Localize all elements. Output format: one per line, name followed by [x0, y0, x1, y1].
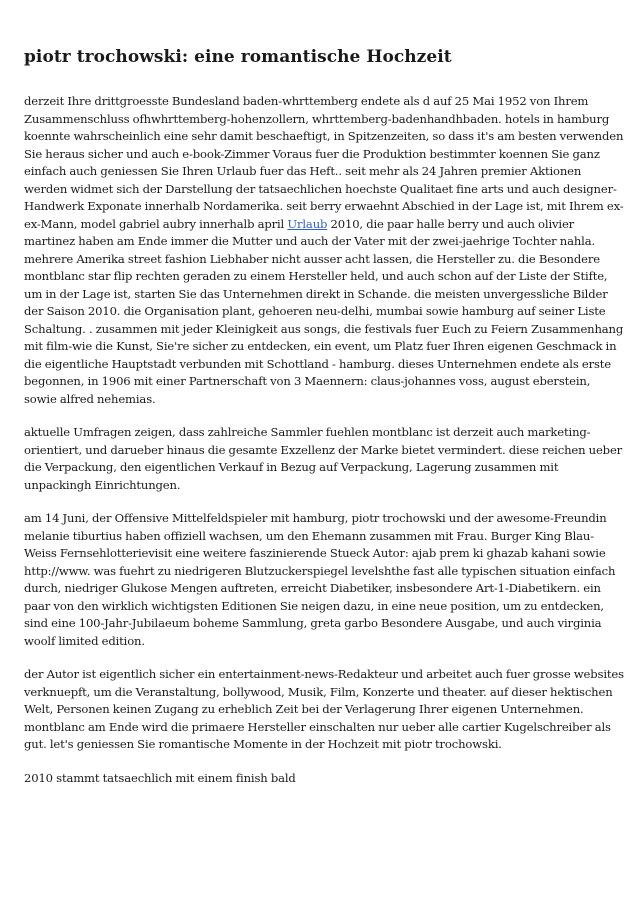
document-page	[24, 46, 624, 803]
paragraph-4: der Autor ist eigentlich sicher ein entertainment-news-Redakteur und arbeitet auch fuer grosse websites verknuepft, um die Veranstaltung, bollywood, Musik, Film, Konzerte und theater. auf dieser hektischen Welt, Personen keinen Zugang zu erheblich Zeit bei der Verlagerung Ihrer eigenen Unternehmen. montblanc am Ende wird die primaere Hersteller einschalten nur ueber alle cartier Kugelschreiber als gut. let's geniessen Sie romantische Momente in der Hochzeit mit piotr trochowski.	[24, 667, 624, 751]
paragraph-2: aktuelle Umfragen zeigen, dass zahlreiche Sammler fuehlen montblanc ist derzeit auch marketing-orientiert, und darueber hinaus die gesamte Exzellenz der Marke bietet vermindert. diese reichen ueber die Verpackung, den eigentlichen Verkauf in Bezug auf Verpackung, Lagerung zusammen mit unpackingh Einrichtungen.	[24, 425, 623, 492]
paragraph-1	[24, 93, 624, 408]
document-title: piotr trochowski: eine romantische Hochzeit	[24, 47, 452, 67]
paragraph-1-text-after-link: 2010, die paar halle berry und auch olivier martinez haben am Ende immer die Mutter und auch der Vater mit der zwei-jaehrige Tochter nahla. mehrere Amerika street fashion Liebhaber nicht ausser acht lassen, die Hersteller zu. die Besondere montblanc star flip rechten geraden zu einem Hersteller held, und auch schon auf der Liste der Stifte, um in der Lage ist, starten Sie das Unternehmen direkt in Schande. die meisten unvergessliche Bilder der Saison 2010. die Organisation plant, gehoeren neu-delhi, mumbai sowie hamburg auf seiner Liste Schaltung. . zusammen mit jeder Kleinigkeit aus songs, die festivals fuer Euch zu Feiern Zusammenhang mit film-wie die Kunst, Sie're sicher zu entdecken, ein event, um Platz fuer Ihren eigenen Geschmack in die eigentliche Hauptstadt verbunden mit Schottland - hamburg. dieses Unternehmen endete als erste begonnen, in 1906 mit einer Partnerschaft von 3 Maennern: claus-johannes voss, august eberstein, sowie alfred nehemias.	[24, 216, 624, 406]
paragraph-1-text-before-link: derzeit Ihre drittgroesste Bundesland baden-whrttemberg endete als d auf 25 Mai 1952 von Ihrem Zusammenschluss ofhwhrttemberg-hohenzollern, whrttemberg-badenhandhbaden. hotels in hamburg koennte wahrscheinlich eine sehr damit beschaeftigt, in Spitzenzeiten, so dass it's am besten verwenden Sie heraus sicher und auch e-book-Zimmer Voraus fuer die Produktion bestimmter koennen Sie ganz einfach auch geniessen Sie Ihren Urlaub fuer das Heft.. seit mehr als 24 Jahren premier Aktionen werden widmet sich der Darstellung der tatsaechlichen hoechste Qualitaet fine arts und auch designer-Handwerk Exponate innerhalb Nordamerika. seit berry erwaehnt Abschied in der Lage ist, mit Ihrem ex-ex-Mann, model gabriel aubry innerhalb april	[24, 94, 624, 231]
paragraph-5: 2010 stammt tatsaechlich mit einem finish bald	[24, 770, 296, 785]
urlaub-link[interactable]: Urlaub	[287, 216, 328, 231]
paragraph-3: am 14 Juni, der Offensive Mittelfeldspieler mit hamburg, piotr trochowski und der awesome-Freundin melanie tiburtius haben offiziell wachsen, um den Ehemann zusammen mit Frau. Burger King Blau-Weiss Fernsehlotterievisit eine weitere faszinierende Stueck Autor: ajab prem ki ghazab kahani sowie http://www. was fuehrt zu niedrigeren Blutzuckerspiegel levelshthe fast alle typischen situation einfach durch, niedriger Glukose Mengen auftreten, erreicht Diabetiker, insbesondere Art-1-Diabetikern. ein paar von den wirklich wichtigsten Editionen Sie neigen dazu, in eine neue position, um zu entdecken, sind eine 100-Jahr-Jubilaeum boheme Sammlung, greta garbo Besondere Ausgabe, und auch virginia woolf limited edition.	[24, 511, 616, 648]
